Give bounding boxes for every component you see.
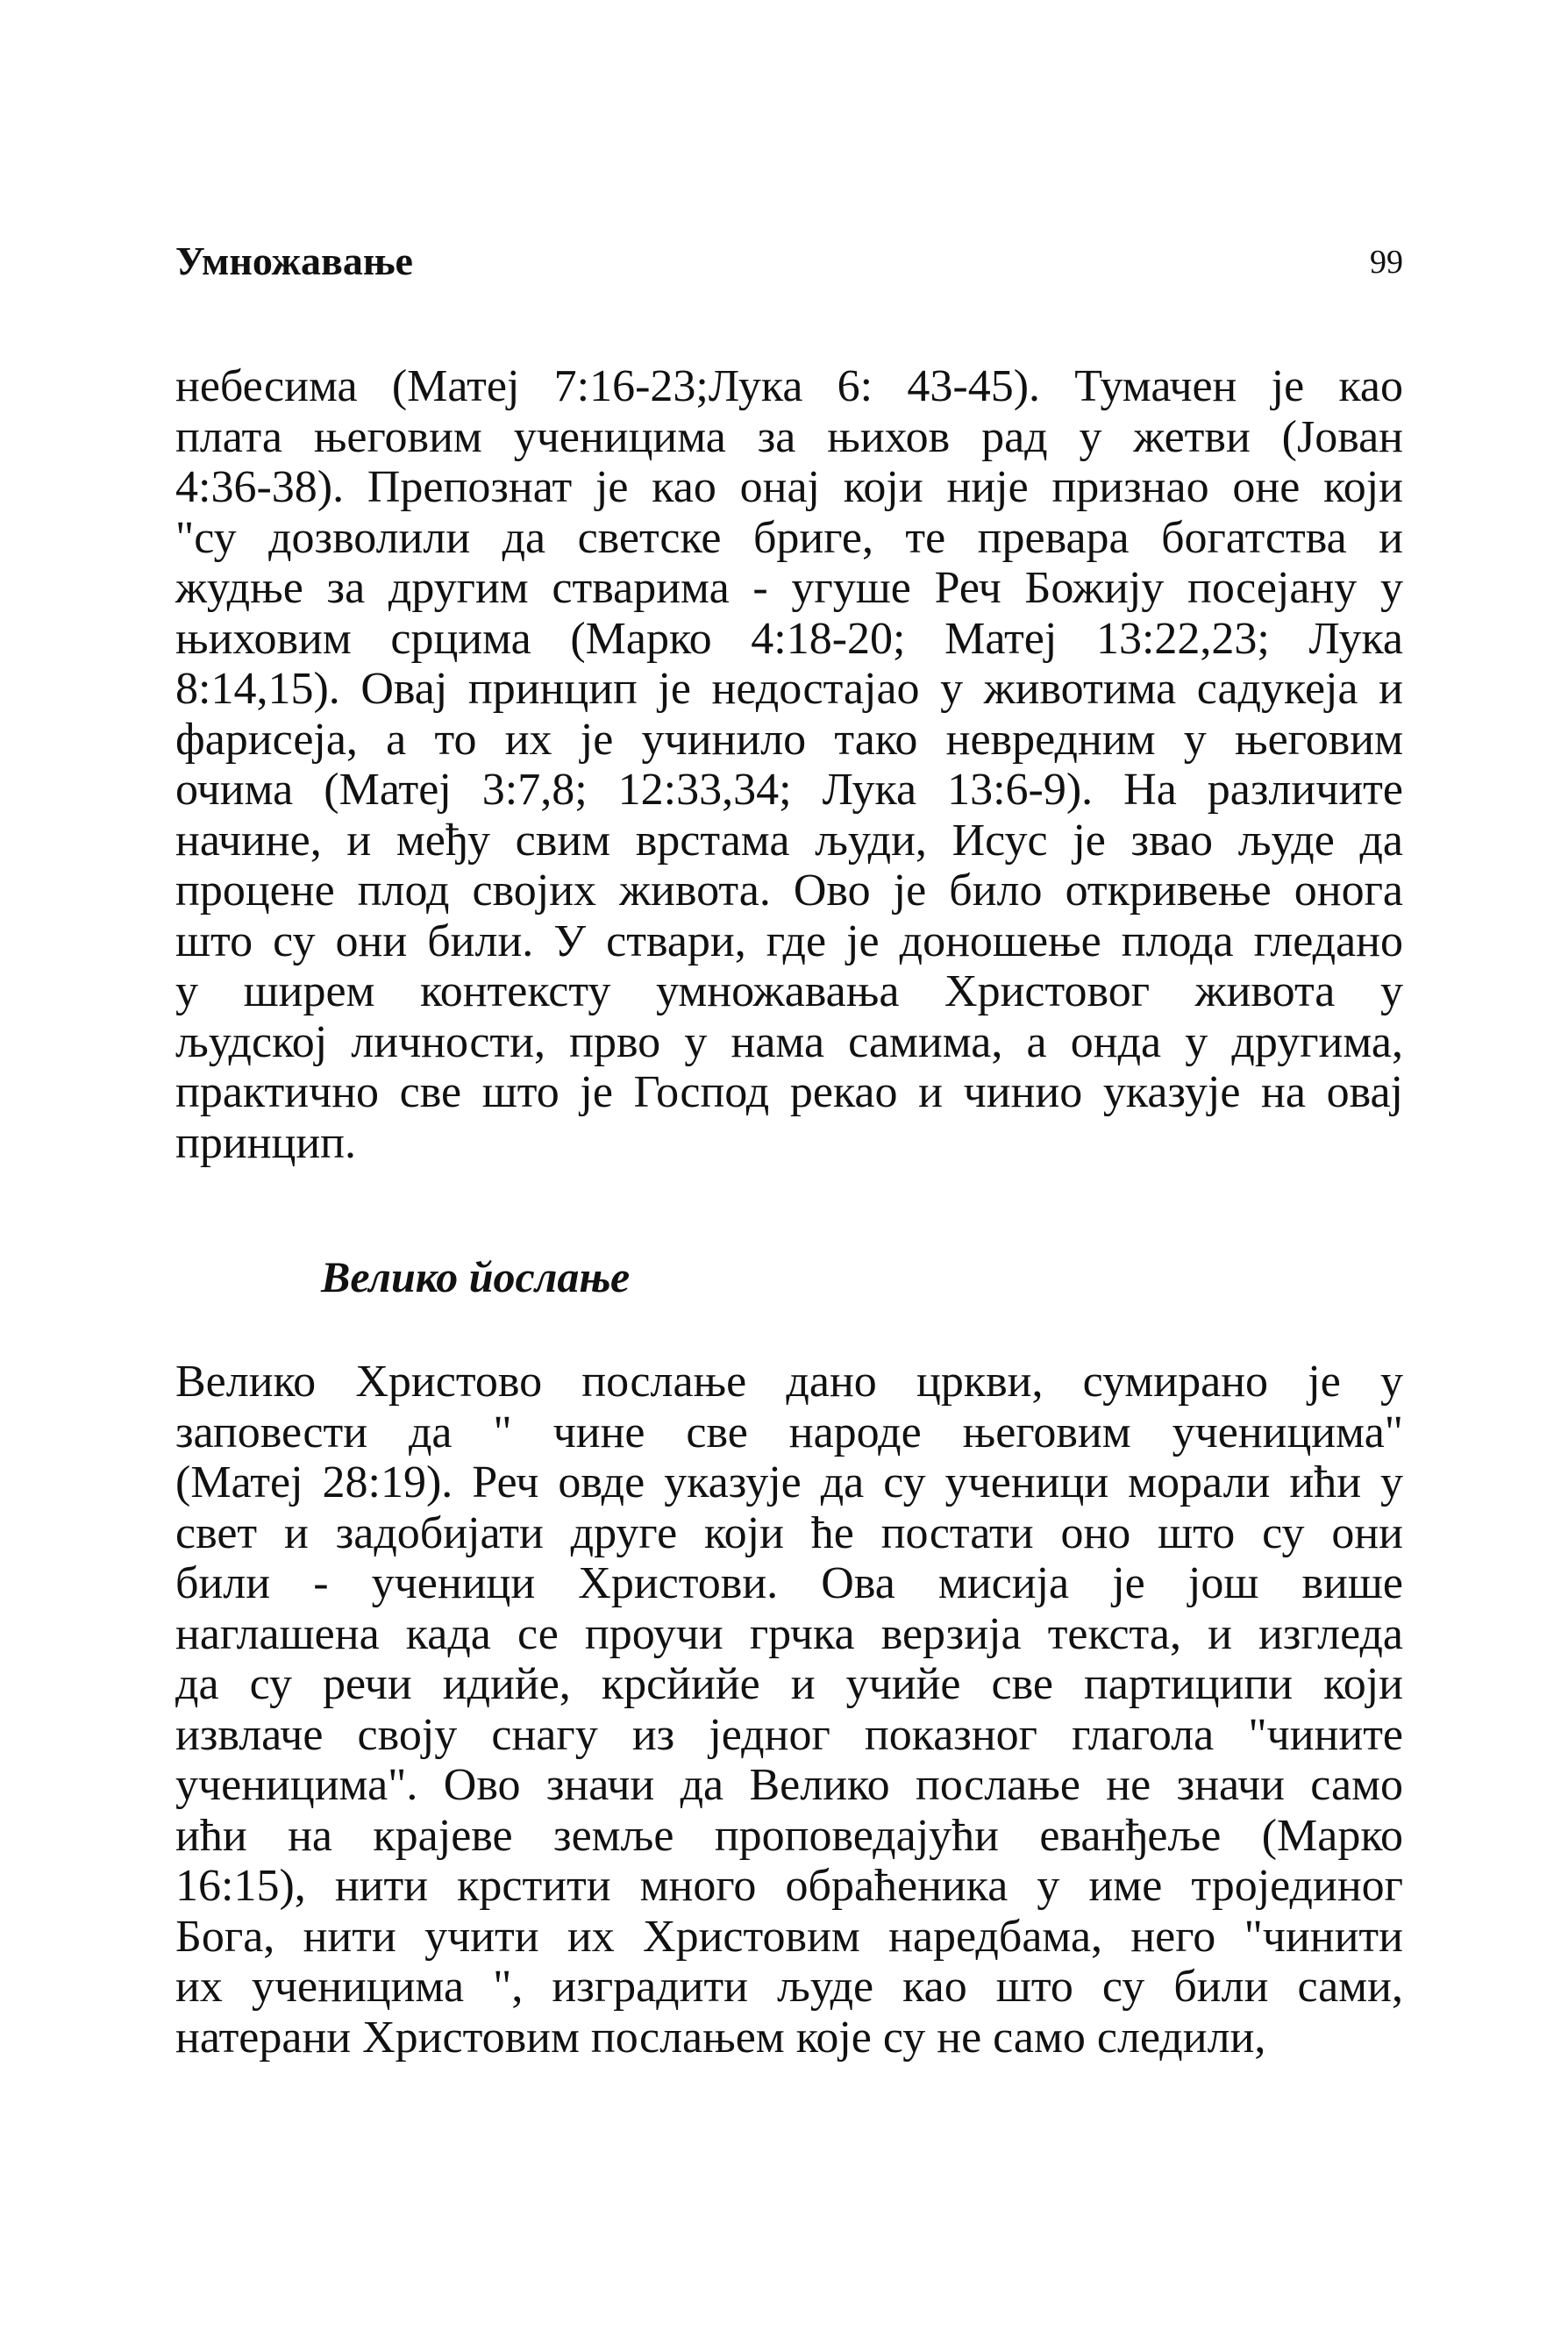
- text-line: извлаче своју снагу из једног показног глагола "чините: [175, 1709, 1403, 1760]
- text-line: ићи на крајеве земље проповедајући еванђеље (Марко: [175, 1810, 1403, 1861]
- running-head: [175, 235, 1403, 288]
- page-number: 99: [1370, 244, 1403, 281]
- text-line: Велико Христово послање дано цркви, сумирано је у: [175, 1357, 1403, 1407]
- text-line: натерани Христовим послањем које су не само следили,: [175, 2012, 1266, 2063]
- body-paragraph-1: [175, 361, 1403, 1168]
- text-line: фарисеја, а то их је учинило тако невредним у његовим: [175, 714, 1403, 765]
- section-heading: Велико йослање: [321, 1252, 631, 1301]
- text-line: што су они били. У ствари, где је доношење плода гледано: [175, 916, 1403, 966]
- text-line: свет и задобијати друге који ће постати оно што су они: [175, 1507, 1403, 1558]
- text-line: начине, и међу свим врстама људи, Исус је звао људе да: [175, 815, 1403, 866]
- text-line: у ширем контексту умножавања Христовог живота у: [175, 966, 1403, 1016]
- text-line: процене плод својих живота. Ово је било откривење онога: [175, 866, 1403, 916]
- body-paragraph-2: [175, 1357, 1403, 2063]
- text-line: ученицима". Ово значи да Велико послање не значи само: [175, 1760, 1403, 1810]
- text-line: Бога, нити учити их Христовим наредбама, него "чинити: [175, 1911, 1403, 1962]
- text-line: 4:36-38). Препознат је као онај који није признао оне који: [175, 462, 1403, 512]
- text-line: заповести да " чине све народе његовим ученицима": [175, 1407, 1403, 1457]
- text-line: њиховим срцима (Марко 4:18-20; Матеј 13:22,23; Лука: [175, 613, 1403, 664]
- text-line: (Матеј 28:19). Реч овде указује да су ученици морали ићи у: [175, 1457, 1403, 1507]
- running-title: Умножавање: [175, 239, 413, 283]
- text-line: да су речи идийе, крсйийе и учийе све партиципи који: [175, 1659, 1403, 1709]
- text-line: 16:15), нити крстити много обраћеника у име тројединог: [175, 1861, 1403, 1911]
- text-line: небесима (Матеј 7:16-23;Лука 6: 43-45). Тумачен је као: [175, 361, 1403, 411]
- text-line: "су дозволили да светске бриге, те превара богатства и: [175, 512, 1403, 563]
- text-line: били - ученици Христови. Ова мисија је још више: [175, 1558, 1403, 1608]
- text-line: их ученицима ", изградити људе као што су били сами,: [175, 1962, 1403, 2012]
- text-line: 8:14,15). Овај принцип је недостајао у животима садукеја и: [175, 664, 1403, 714]
- text-line: људској личности, прво у нама самима, а онда у другима,: [175, 1016, 1403, 1067]
- text-line: наглашена када се проучи грчка верзија текста, и изгледа: [175, 1608, 1403, 1659]
- text-line: принцип.: [175, 1117, 356, 1168]
- text-line: жудње за другим стварима - угуше Реч Божију посејану у: [175, 563, 1403, 613]
- text-line: плата његовим ученицима за њихов рад у жетви (Јован: [175, 411, 1403, 462]
- text-line: очима (Матеј 3:7,8; 12:33,34; Лука 13:6-9). На различите: [175, 765, 1403, 815]
- text-line: практично све што је Господ рекао и чинио указује на овај: [175, 1067, 1403, 1117]
